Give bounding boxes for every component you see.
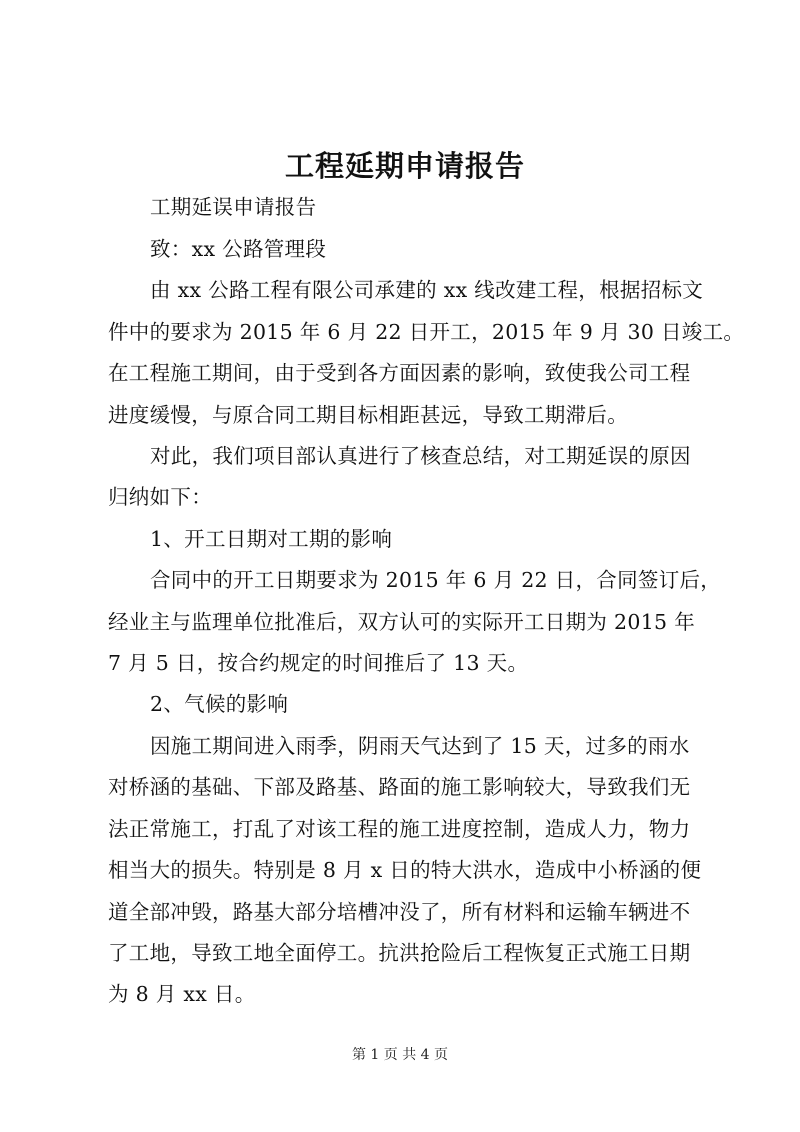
paragraph-line: 进度缓慢，与原合同工期目标相距甚远，导致工期滞后。 [108,403,628,427]
paragraph-line: 合同中的开工日期要求为 2015 年 6 月 22 日，合同签订后， [150,568,722,592]
paragraph-line: 由 xx 公路工程有限公司承建的 xx 线改建工程，根据招标文 [150,278,704,302]
paragraph-line: 相当大的损失。特别是 8 月 x 日的特大洪水，造成中小桥涵的便 [108,858,702,882]
paragraph-line: 对桥涵的基础、下部及路基、路面的施工影响较大，导致我们无 [108,775,691,799]
paragraph-line: 因施工期间进入雨季，阴雨天气达到了 15 天，过多的雨水 [150,734,690,758]
paragraph-line: 法正常施工，打乱了对该工程的施工进度控制，造成人力，物力 [108,817,691,841]
page-number: 第 1 页 共 4 页 [351,1047,449,1063]
addressee-line: 致：xx 公路管理段 [150,237,327,261]
paragraph-line: 了工地，导致工地全面停工。抗洪抢险后工程恢复正式施工日期 [108,941,691,965]
paragraph-line: 为 8 月 xx 日。 [108,982,256,1006]
paragraph-line: 道全部冲毁，路基大部分培槽冲没了，所有材料和运输车辆进不 [108,900,691,924]
paragraph-line: 归纳如下： [108,485,212,509]
paragraph-line: 对此，我们项目部认真进行了核查总结，对工期延误的原因 [150,444,691,468]
section-heading: 2、气候的影响 [150,692,289,716]
paragraph-line: 件中的要求为 2015 年 6 月 22 日开工，2015 年 9 月 30 日竣工。 [108,320,745,344]
paragraph-line: 经业主与监理单位批准后，双方认可的实际开工日期为 2015 年 [108,610,696,634]
paragraph-line: 在工程施工期间，由于受到各方面因素的影响，致使我公司工程 [108,361,691,385]
document-title: 工程延期申请报告 [284,149,525,183]
section-heading: 1、开工日期对工期的影响 [150,527,393,551]
paragraph-line: 7 月 5 日，按合约规定的时间推后了 13 天。 [108,651,529,675]
paragraph-heading: 工期延误申请报告 [150,195,317,219]
